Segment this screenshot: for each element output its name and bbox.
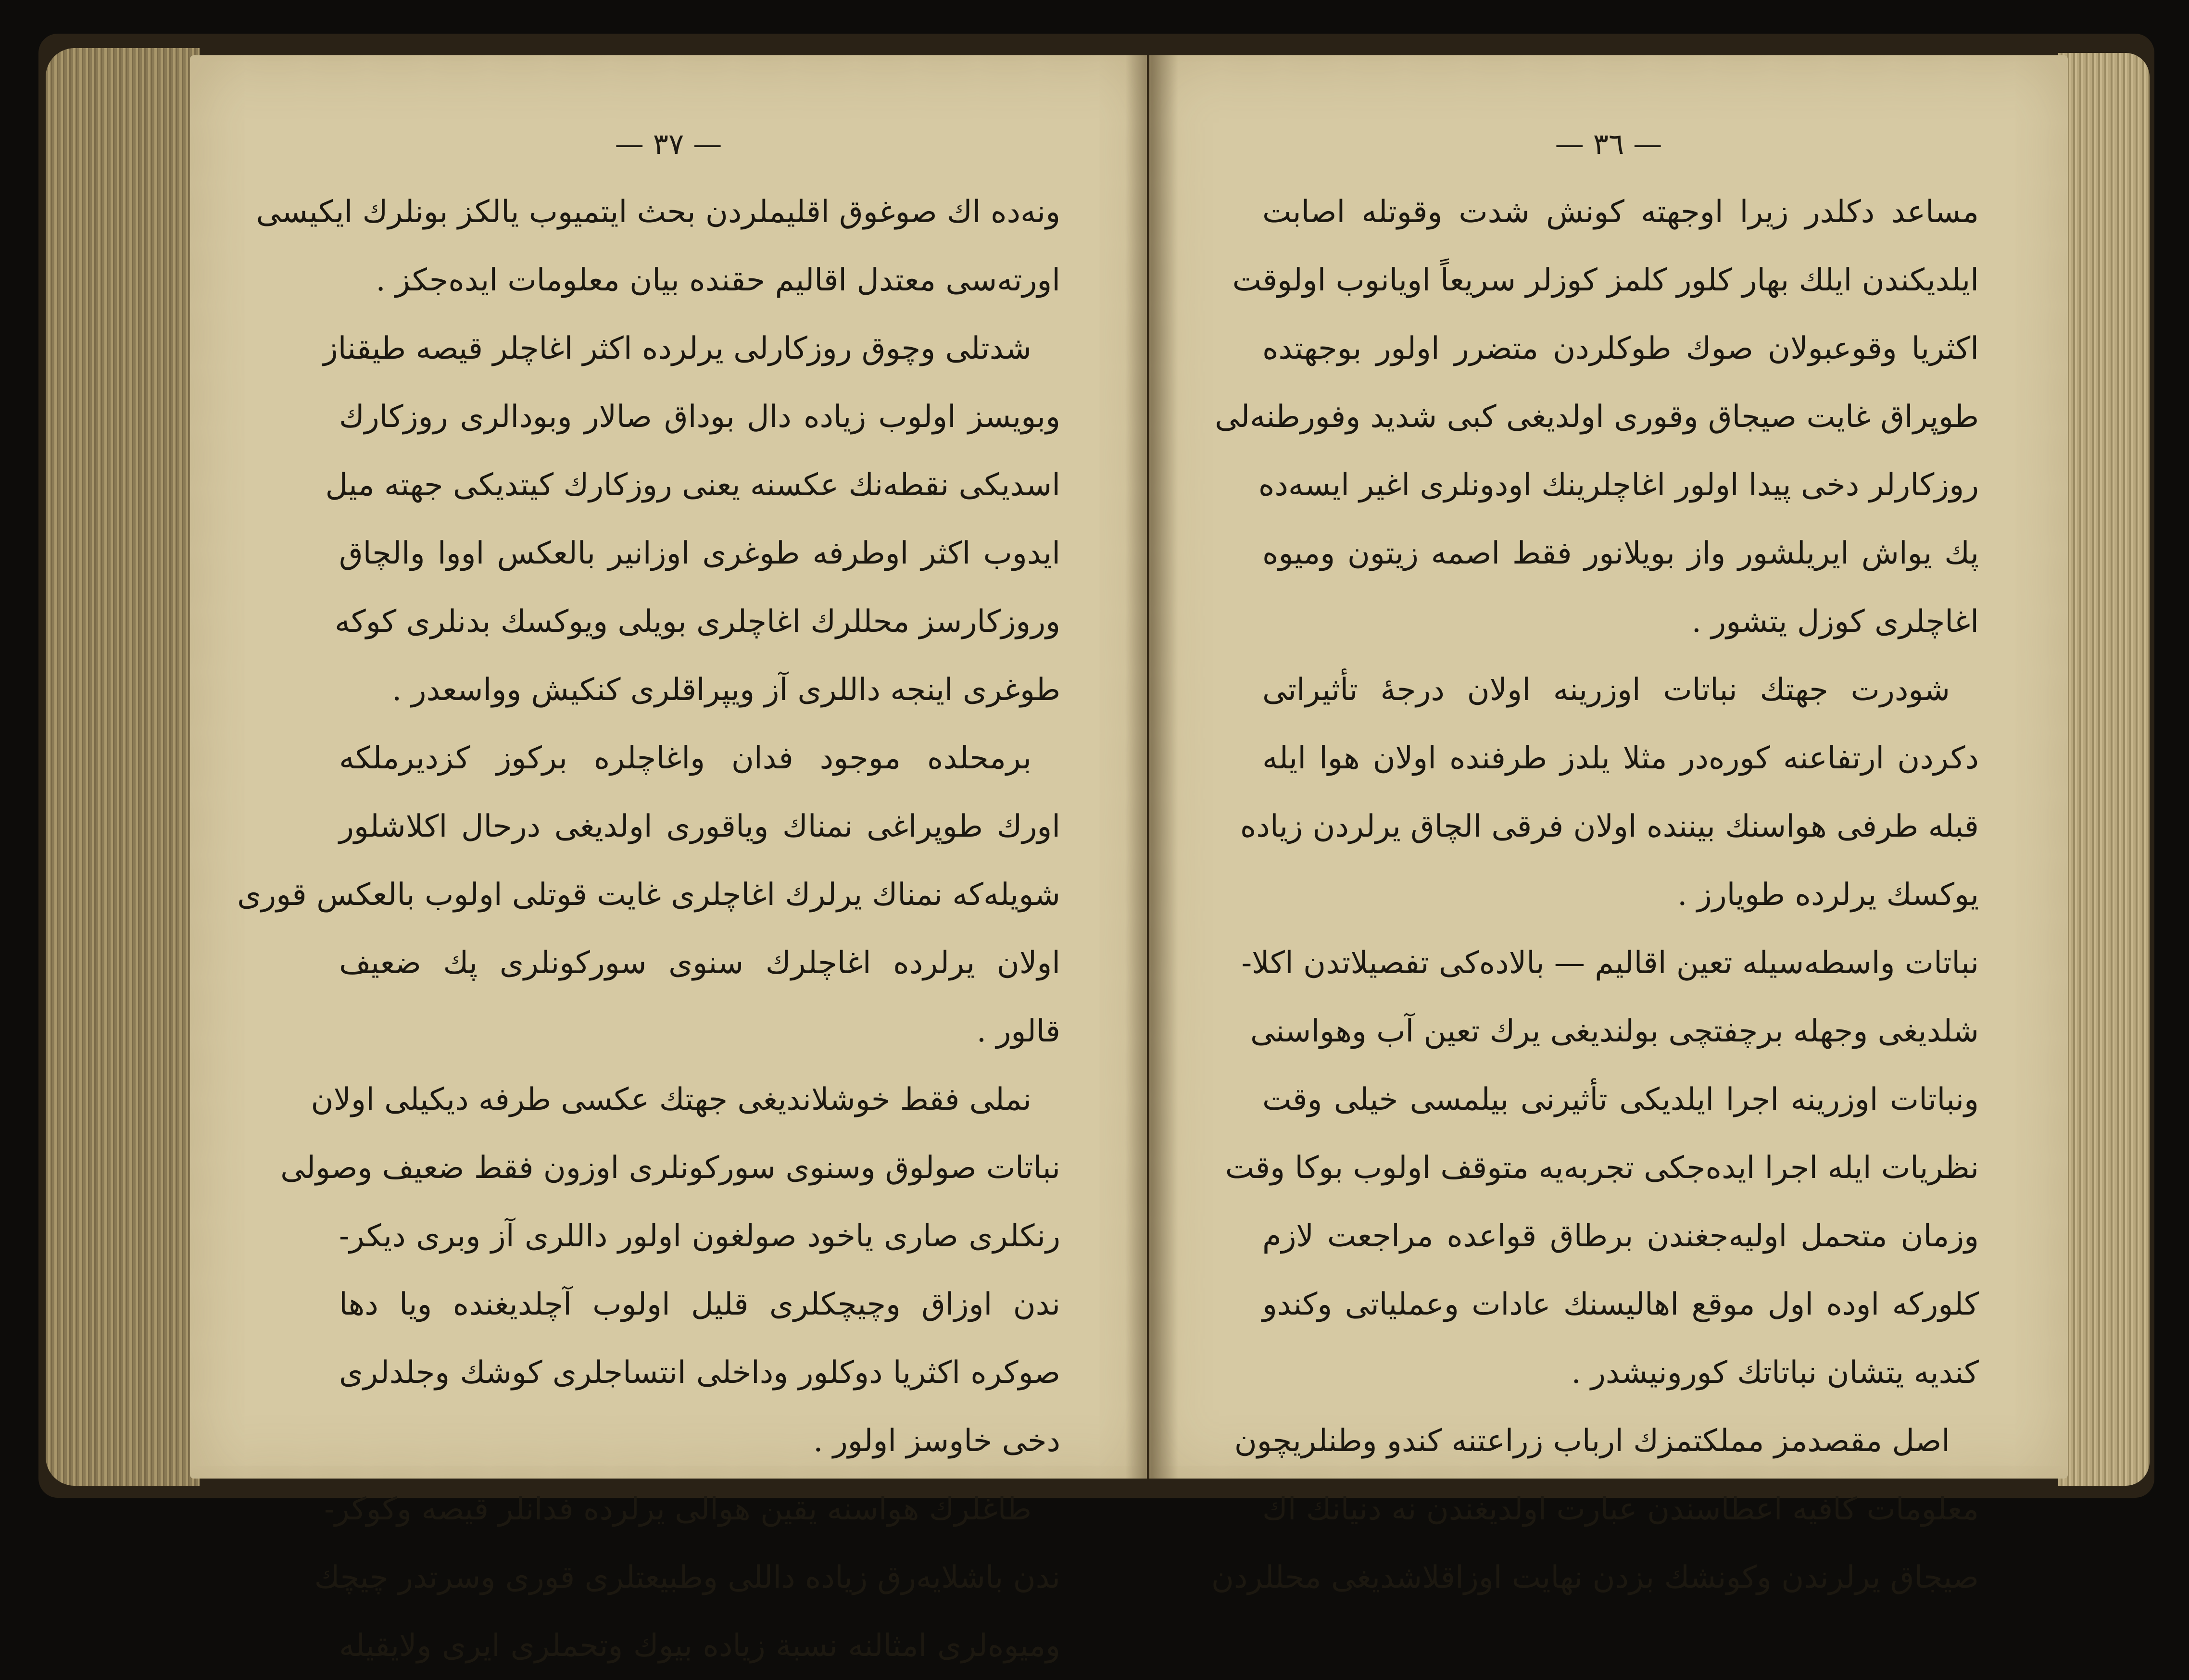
text-line: اسديكى نقطه‌نك عكسنه يعنى روزكارك كيتديكى جهته ميل	[325, 467, 1060, 503]
text-line: اصل مقصدمز مملكتمزك ارباب زراعتنه كندو وطنلريچون	[1234, 1423, 1950, 1459]
text-line: ندن اوزاق وچيچكلرى قليل اولوب آچلديغنده ويا دها	[339, 1287, 1060, 1322]
text-line: صوكره اكثريا دوكلور وداخلى انتساجلرى كوشك وجلدلرى	[339, 1355, 1060, 1391]
text-line: ايدوب اكثر اوطرفه طوغرى اوزانير بالعكس اووا والچاق	[339, 536, 1060, 571]
text-line: كنديه يتشان نباتاتك كورونيشدر .	[1571, 1355, 1979, 1391]
text-line: ندن باشلايه‌رق زياده داللى وطبيعتلرى قورى وسرتدر چيچك	[314, 1560, 1060, 1595]
text-line: نملى فقط خوشلانديغى جهتك عكسى طرفه ديكيلى اولان	[311, 1082, 1032, 1117]
text-line: قبله طرفى هواسنك بيننده اولان فرقى الچاق يرلردن زياده	[1240, 809, 1979, 844]
text-line: رنكلرى صارى ياخود صولغون اولور داللرى آز وبرى ديكر-	[339, 1218, 1060, 1254]
text-line: صيجاق يرلرندن وكونشك بزدن نهايت اوزاقلاشديغى محللردن	[1211, 1560, 1979, 1595]
text-line: مساعد دكلدر زيرا اوجهته كونش شدت وقوتله اصابت	[1262, 194, 1979, 230]
text-line: شويله‌كه نمناك يرلرك اغاچلرى غايت قوتلى اولوب بالعكس قورى	[237, 877, 1060, 913]
text-line: اغاچلرى كوزل يتشور .	[1691, 604, 1979, 639]
text-line: وميوه‌لرى امثالنه نسبة زياده بيوك وتحملرى ايرى ولايقيله	[339, 1628, 1060, 1664]
text-line: پك يواش ايريلشور واز بويلانور فقط اصمه زيتون وميوه	[1262, 536, 1979, 571]
text-line: ونباتات اوزرينه اجرا ايلديكى تأثيرنى بيلمسى خيلى وقت	[1262, 1082, 1979, 1117]
text-line: كلوركه اوده اول موقع اهاليسنك عادات وعملياتى وكندو	[1262, 1287, 1979, 1322]
page-text	[237, 178, 1060, 1680]
text-line: ونه‌ده اك صوغوق اقليملردن بحث ايتميوب يالكز بونلرك ايكيسى	[256, 194, 1060, 230]
text-line: دكردن ارتفاعنه كوره‌در مثلا يلدز طرفنده اولان هوا ايله	[1262, 740, 1979, 776]
text-line: وزمان متحمل اوليه‌جغندن برطاق قواعده مراجعت لازم	[1262, 1218, 1979, 1254]
text-line: شدتلى وچوق روزكارلى يرلرده اكثر اغاچلر قيصه طيقناز	[323, 331, 1032, 366]
text-line: اورك طوپراغى نمناك وياقورى اولديغى درحال اكلاشلور	[339, 809, 1060, 844]
text-line: شودرت جهتك نباتات اوزرينه اولان درجهٔ تأثيراتى	[1262, 672, 1950, 708]
text-line: اكثريا وقوعبولان صوك طوكلردن متضرر اولور بوجهتده	[1262, 331, 1979, 366]
text-line: نباتات واسطه‌سيله تعين اقاليم — بالاده‌كى تفصيلاتدن اكلا-	[1241, 945, 1979, 981]
text-line: نباتات صولوق وسنوى سوركونلرى اوزون فقط ضعيف وصولى	[280, 1150, 1060, 1186]
text-line: يوكسك يرلرده طويارز .	[1677, 877, 1979, 913]
page-edges-left	[46, 48, 200, 1486]
text-line: معلومات كافيه اعطاسندن عبارت اولديغندن نه دنيانك اك	[1262, 1492, 1979, 1527]
text-line: طاغلرك هواسنه يقين هوالى يرلرده فدانلر قيصه وكوكر-	[324, 1492, 1032, 1527]
text-line: دخى خاوسز اولور .	[813, 1423, 1060, 1459]
page-number: — ٣٧ —	[615, 127, 722, 161]
text-line: نظريات ايله اجرا ايده‌جكى تجربه‌يه متوقف اولوب بوكا وقت	[1225, 1150, 1979, 1186]
text-line: برمحلده موجود فدان واغاچلره بركوز كزديرملكه	[339, 740, 1032, 776]
text-line: وبويسز اولوب زياده دال بوداق صالار وبودالرى روزكارك	[339, 399, 1060, 435]
text-line: روزكارلر دخى پيدا اولور اغاچلرينك اودونلرى اغير ايسه‌ده	[1258, 467, 1979, 503]
text-line: طوغرى اينجه داللرى آز ويپراقلرى كنكيش وواسعدر .	[391, 672, 1060, 708]
page-text	[1211, 178, 1979, 1612]
text-line: شلديغى وجهله برچفتچى بولنديغى يرك تعين آب وهواسنى	[1250, 1014, 1979, 1049]
page-number: — ٣٦ —	[1555, 127, 1662, 161]
page-edges-right	[2058, 53, 2150, 1486]
text-line: طوپراق غايت صيجاق وقورى اولديغى كبى شديد وفورطنه‌لى	[1215, 399, 1979, 435]
text-line: اورته‌سى معتدل اقاليم حقنده بيان معلومات ايده‌جكز .	[376, 263, 1060, 298]
right-page	[1149, 55, 2068, 1595]
text-line: اولان يرلرده اغاچلرك سنوى سوركونلرى پك ضعيف	[339, 945, 1060, 981]
left-page	[190, 55, 1147, 1664]
book-gutter	[1125, 55, 1178, 1479]
text-line: ايلديكندن ايلك بهار كلور كلمز كوزلر سريعاً اويانوب اولوقت	[1232, 263, 1979, 298]
text-line: قالور .	[976, 1014, 1060, 1049]
text-line: وروزكارسز محللرك اغاچلرى بويلى ويوكسك بدنلرى كوكه	[334, 604, 1060, 639]
